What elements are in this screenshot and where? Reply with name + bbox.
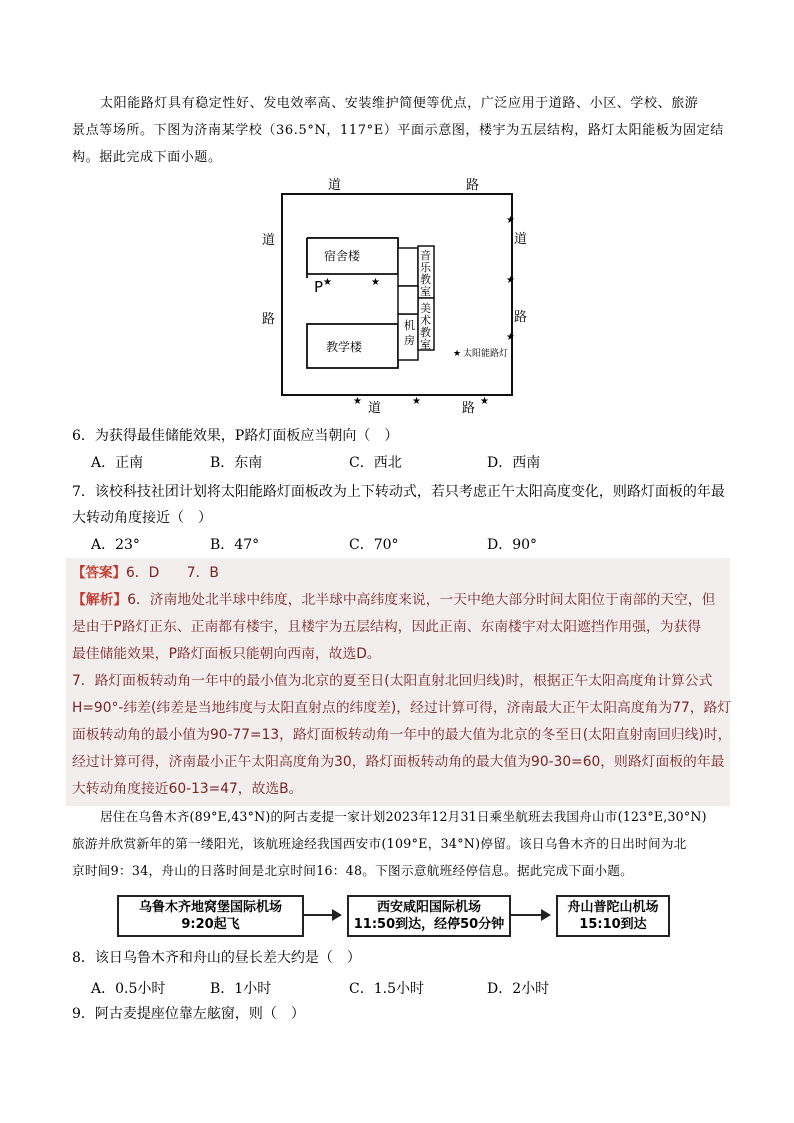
- flight-box-xian: [347, 895, 511, 937]
- music-room-char-3: 教: [420, 273, 431, 286]
- art-room-char-3: 教: [420, 326, 431, 339]
- q7-option-b[interactable]: B．47°: [210, 537, 260, 553]
- flight-box-urumqi-airport: 乌鲁木齐地窝堡国际机场: [138, 900, 282, 915]
- q7-option-c[interactable]: C．70°: [349, 537, 399, 553]
- analysis-tag: 【解析】: [72, 592, 128, 608]
- analysis-line-4: 7．路灯面板转动角一年中的最小值为北京的夏至日(太阳直射北回归线)时，根据正午太阳高度角计算公式: [72, 673, 713, 689]
- q8-option-b[interactable]: B．1小时: [210, 981, 272, 997]
- road-label-top-left: 道: [328, 178, 342, 193]
- flight-arrow-2: [509, 914, 549, 916]
- q6-option-c[interactable]: C．西北: [349, 455, 402, 471]
- analysis-line-7: 经过计算可得，济南最小正午太阳高度角为30，路灯面板转动角的最大值为90-30=60，则路灯面板的年最: [72, 754, 725, 770]
- q6-option-b[interactable]: B．东南: [210, 455, 263, 471]
- road-label-bottom-right: 路: [462, 401, 476, 416]
- analysis-line-5: H=90°-纬差(纬差是当地纬度与太阳直射点的纬度差)，经过计算可得，济南最大正午太阳高度角为77，路灯: [72, 700, 732, 716]
- answer-text: 6．D 7．B: [126, 565, 219, 581]
- road-label-left-top: 道: [262, 233, 276, 248]
- flight-box-zhoushan: [556, 895, 670, 937]
- road-label-top-right: 路: [466, 178, 480, 193]
- computer-room-char-1: 机: [404, 319, 415, 332]
- answer-line: [72, 560, 219, 587]
- street-lamp-right-2: ★: [506, 275, 515, 286]
- teaching-label: 教学楼: [326, 340, 363, 354]
- street-lamp-bottom-1: ★: [353, 396, 362, 407]
- music-room-char-2: 乐: [420, 261, 431, 274]
- computer-room-char-2: 房: [404, 334, 415, 347]
- flight-box-xian-airport: 西安咸阳国际机场: [376, 900, 481, 915]
- flight-box-zhoushan-time: 15:10到达: [579, 917, 647, 932]
- flight-arrow-1: [302, 914, 340, 916]
- q6-option-d[interactable]: D．西南: [487, 455, 541, 471]
- analysis-line-3: 最佳储能效果，P路灯面板只能朝向西南，故选D。: [72, 646, 381, 662]
- intro2-line-1: 居住在乌鲁木齐(89°E,43°N)的阿古麦提一家计划2023年12月31日乘坐航班去我国舟山市(123°E,30°N): [100, 809, 707, 824]
- q8-option-c[interactable]: C．1.5小时: [349, 981, 424, 997]
- music-room-char-1: 音: [420, 249, 431, 262]
- road-label-left-bottom: 路: [262, 312, 276, 327]
- analysis-text-1: 6．济南地处北半球中纬度，北半球中高纬度来说，一天中绝大部分时间太阳位于南部的天空，但: [127, 592, 716, 608]
- street-lamp-p: ★: [323, 277, 332, 288]
- school-map: [250, 174, 540, 420]
- street-lamp-right-3: ★: [506, 332, 515, 343]
- question-9-stem: 9．阿古麦提座位靠左舷窗，则（ ）: [72, 1006, 305, 1022]
- q8-option-a[interactable]: A．0.5小时: [91, 981, 166, 997]
- music-room-char-4: 室: [420, 285, 431, 298]
- answer-tag: 【答案】: [72, 565, 126, 581]
- road-label-bottom-left: 道: [368, 401, 382, 416]
- dorm-label: 宿舍楼: [324, 249, 361, 263]
- analysis-line-2: 是由于P路灯正东、正南都有楼宇，且楼宇为五层结构，因此正南、东南楼宇对太阳遮挡作用强，为获得: [72, 619, 702, 635]
- intro-line-3: 构。据此完成下面小题。: [72, 150, 222, 165]
- intro-line-2: 景点等场所。下图为济南某学校（36.5°N，117°E）平面示意图，楼宇为五层结构，路灯太阳能板为固定结: [72, 123, 724, 138]
- street-lamp-bottom-3: ★: [480, 396, 489, 407]
- road-label-right-top: 道: [514, 232, 528, 247]
- q8-option-d[interactable]: D．2小时: [487, 981, 550, 997]
- mid-connector: [398, 286, 418, 314]
- intro2-line-3: 京时间9：34，舟山的日落时间是北京时间16：48。下图示意航班经停信息。据此完成下面小题。: [72, 863, 634, 878]
- road-label-right-bottom: 路: [514, 310, 528, 325]
- analysis-line-1: [72, 587, 715, 614]
- flight-box-urumqi: [117, 895, 304, 937]
- street-lamp-dorm: ★: [371, 277, 380, 288]
- p-label: P: [314, 278, 324, 296]
- art-room-char-1: 美: [420, 302, 431, 315]
- street-lamp-right-1: ★: [506, 215, 515, 226]
- question-6-stem: 6．为获得最佳储能效果，P路灯面板应当朝向（ ）: [72, 428, 399, 444]
- q7-option-a[interactable]: A．23°: [91, 537, 140, 553]
- art-room-char-2: 术: [420, 314, 431, 327]
- question-7-stem-line1: 7．该校科技社团计划将太阳能路灯面板改为上下转动式，若只考虑正午太阳高度变化，则路灯面板的年最: [72, 484, 725, 500]
- legend-label: 太阳能路灯: [463, 349, 509, 359]
- dorm-connector: [398, 248, 418, 286]
- intro2-line-2: 旅游并欣赏新年的第一缕阳光，该航班途经我国西安市(109°E，34°N)停留。该日乌鲁木齐的日出时间为北: [72, 836, 687, 851]
- flight-box-xian-time: 11:50到达，经停50分钟: [353, 917, 505, 932]
- question-7-stem-line2: 大转动角度接近（ ）: [72, 510, 212, 526]
- legend-star: ★: [453, 349, 462, 359]
- flight-box-zhoushan-airport: 舟山普陀山机场: [567, 900, 659, 915]
- question-8-stem: 8．该日乌鲁木齐和舟山的昼长差大约是（ ）: [72, 950, 361, 966]
- analysis-line-6: 面板转动角的最小值为90-77=13，路灯面板转动角一年中的最大值为北京的冬至日(太阳直射南回归线)时，: [72, 727, 732, 743]
- flight-box-urumqi-time: 9:20起飞: [181, 917, 240, 932]
- analysis-line-8: 大转动角度接近60-13=47，故选B。: [72, 781, 303, 797]
- street-lamp-bottom-2: ★: [412, 396, 421, 407]
- q7-option-d[interactable]: D．90°: [487, 537, 538, 553]
- art-room-char-4: 室: [420, 338, 431, 351]
- intro-line-1: 太阳能路灯具有稳定性好、发电效率高、安装维护简便等优点，广泛应用于道路、小区、学校、旅游: [100, 96, 699, 111]
- q6-option-a[interactable]: A．正南: [91, 455, 144, 471]
